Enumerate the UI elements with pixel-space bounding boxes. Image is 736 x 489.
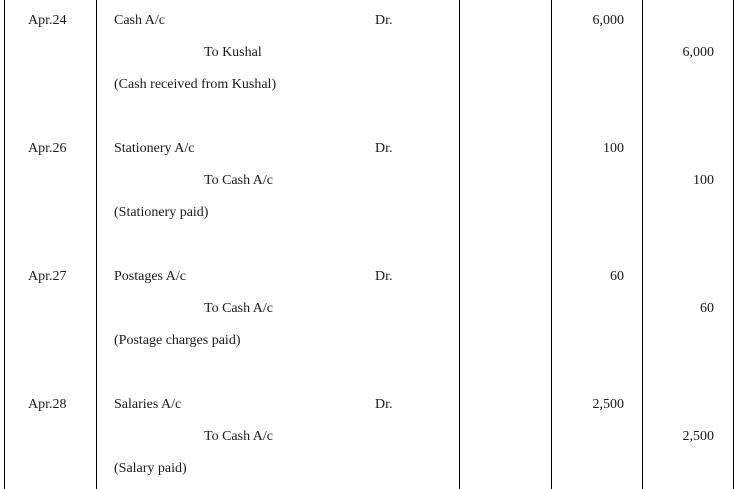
column-rule-left [4,0,5,489]
credit-amount: 2,500 [682,429,714,444]
entry-date: Apr.28 [28,397,67,412]
entry-date: Apr.27 [28,269,67,284]
dr-label: Dr. [375,269,393,284]
credit-account: To Kushal [204,45,262,60]
debit-account: Salaries A/c [114,397,182,412]
debit-account: Cash A/c [114,13,165,28]
dr-label: Dr. [375,141,393,156]
debit-account: Stationery A/c [114,141,195,156]
column-rule-date [96,0,97,489]
column-rule-lf [551,0,552,489]
debit-amount: 100 [603,141,624,156]
narration: (Postage charges paid) [114,333,241,348]
entry-date: Apr.24 [28,13,67,28]
debit-amount: 60 [610,269,624,284]
credit-amount: 100 [693,173,714,188]
credit-amount: 6,000 [682,45,714,60]
column-rule-debit [642,0,643,489]
dr-label: Dr. [375,397,393,412]
narration: (Cash received from Kushal) [114,77,277,92]
dr-label: Dr. [375,13,393,28]
debit-amount: 6,000 [592,13,624,28]
credit-account: To Cash A/c [204,173,274,188]
debit-amount: 2,500 [592,397,624,412]
narration: (Salary paid) [114,461,187,476]
credit-account: To Cash A/c [204,429,274,444]
column-rule-right [733,0,734,489]
debit-account: Postages A/c [114,269,186,284]
column-rule-particulars [459,0,460,489]
credit-account: To Cash A/c [204,301,274,316]
credit-amount: 60 [700,301,714,316]
entry-date: Apr.26 [28,141,67,156]
narration: (Stationery paid) [114,205,209,220]
